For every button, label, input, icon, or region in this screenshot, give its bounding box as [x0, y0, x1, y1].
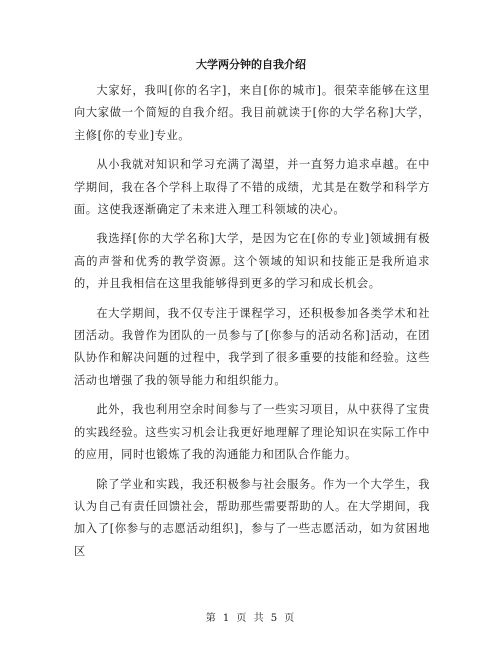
paragraph-university-choice: 我选择[你的大学名称]大学，是因为它在[你的专业]领域拥有极高的声誉和优秀的教学资源。这个领域的知识和技能正是我所追求的，并且我相信在这里我能够得到更多的学习和成长机会。 [74, 232, 430, 291]
paragraph-introduction: 大家好，我叫[你的名字]，来自[你的城市]。很荣幸能够在这里向大家做一个简短的自我介绍。我目前就读于[你的大学名称]大学，主修[你的专业]专业。 [74, 84, 430, 142]
paragraph-internship: 此外，我也利用空余时间参与了一些实习项目，从中获得了宝贵的实践经验。这些实习机会让我更好地理解了理论知识在实际工作中的应用，同时也锻炼了我的沟通能力和团队合作能力。 [74, 403, 430, 462]
paragraph-childhood: 从小我就对知识和学习充满了渴望，并一直努力追求卓越。在中学期间，我在各个学科上取得了不错的成绩，尤其是在数学和科学方面。这使我逐渐确定了未来进入理工科领域的决心。 [74, 158, 430, 217]
paragraph-social-service: 除了学业和实践，我还积极参与社会服务。作为一个大学生，我认为自己有责任回馈社会，帮助那些需要帮助的人。在大学期间，我加入了[你参与的志愿活动组织]，参与了一些志愿活动，如为贫困地区 [74, 477, 430, 558]
paragraph-activities: 在大学期间，我不仅专注于课程学习，还积极参加各类学术和社团活动。我曾作为团队的一员参与了[你参与的活动名称]活动，在团队协作和解决问题的过程中，我学到了很多重要的技能和经验。这些活动也增强了我的领导能力和组织能力。 [74, 306, 430, 387]
page-number-footer: 第 1 页 共 5 页 [205, 613, 297, 624]
document-body [74, 80, 430, 570]
document-title: 大学两分钟的自我介绍 [196, 58, 306, 71]
